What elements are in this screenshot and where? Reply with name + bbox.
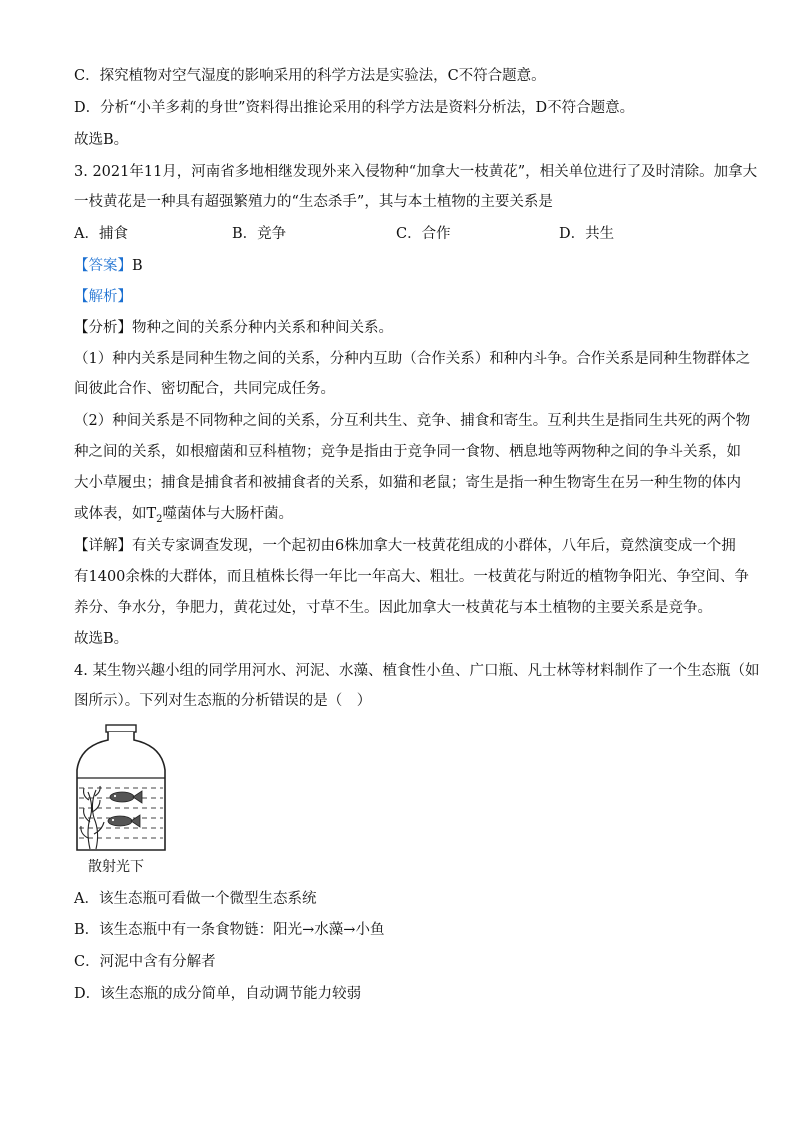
q3-choice: 故选B。 — [74, 631, 129, 647]
answer-value: B — [132, 258, 143, 274]
q3-p2-line1: （2）种间关系是不同物种之间的关系，分互利共生、竞争、捕食和寄生。互利共生是指同生共死的两个物 — [74, 413, 751, 429]
q3-option-a: A．捕食 — [74, 226, 128, 242]
q4-option-b: B．该生态瓶中有一条食物链：阳光→水藻→小鱼 — [74, 922, 385, 938]
q3-xiangjie-line1 — [74, 536, 736, 556]
q3-stem-line1: 3. 2021年11月，河南省多地相继发现外来入侵物种“加拿大一枝黄花”，相关单位进行了及时清除。加拿大 — [74, 164, 758, 180]
q3-option-d: D．共生 — [559, 226, 615, 242]
q3-p2-line4-a: 或体表，如T — [74, 506, 157, 522]
q4-stem-line2: 图所示）。下列对生态瓶的分析错误的是（ ） — [74, 693, 372, 709]
q3-answer — [74, 256, 143, 276]
q3-p1-line2: 间彼此合作、密切配合，共同完成任务。 — [74, 381, 335, 397]
q3-stem-line2: 一枝黄花是一种具有超强繁殖力的“生态杀手”，其与本土植物的主要关系是 — [74, 194, 553, 210]
q4-option-d: D．该生态瓶的成分简单，自动调节能力较弱 — [74, 986, 362, 1002]
xiangjie-text: 有关专家调查发现，一个起初由6株加拿大一枝黄花组成的小群体，八年后，竟然演变成一个拥 — [132, 538, 736, 554]
figure-caption: 散射光下 — [88, 859, 144, 875]
bottle-outline — [77, 732, 165, 850]
q3-options — [74, 224, 724, 244]
prev-choice: 故选B。 — [74, 132, 129, 148]
q4-stem-line1: 4. 某生物兴趣小组的同学用河水、河泥、水藻、植食性小鱼、广口瓶、凡士林等材料制作了一个生态瓶（如 — [74, 663, 760, 679]
q3-p2-line3: 大小草履虫；捕食是捕食者和被捕食者的关系，如猫和老鼠；寄生是指一种生物寄生在另一种生物的体内 — [74, 475, 741, 491]
prev-option-d-explanation: D．分析“小羊多莉的身世”资料得出推论采用的科学方法是资料分析法，D不符合题意。 — [74, 100, 635, 116]
q3-p2-line4-b: 噬菌体与大肠杆菌。 — [162, 506, 294, 522]
jiexi-tag: 【解析】 — [74, 289, 132, 305]
q3-xiangjie-line3: 养分、争水分，争肥力，黄花过处，寸草不生。因此加拿大一枝黄花与本土植物的主要关系是竞争。 — [74, 600, 712, 616]
q3-p1-line1: （1）种内关系是同种生物之间的关系，分种内互助（合作关系）和种内斗争。合作关系是同种生物群体之 — [74, 351, 751, 367]
q4-option-c: C．河泥中含有分解者 — [74, 954, 216, 970]
q3-fenxi — [74, 318, 393, 338]
ecosystem-bottle-figure — [70, 722, 170, 877]
q3-p2-line4 — [74, 504, 293, 530]
prev-option-c-explanation: C．探究植物对空气湿度的影响采用的科学方法是实验法，C不符合题意。 — [74, 68, 546, 84]
answer-tag: 【答案】 — [74, 258, 132, 274]
fenxi-tag: 【分析】 — [74, 320, 132, 336]
q3-option-b: B．竞争 — [232, 226, 287, 242]
fenxi-text: 物种之间的关系分种内关系和种间关系。 — [132, 320, 393, 336]
q3-option-c: C．合作 — [396, 226, 451, 242]
q3-xiangjie-line2: 有1400余株的大群体，而且植株长得一年比一年高大、粗壮。一枝黄花与附近的植物争阳光、争空间、争 — [74, 569, 749, 585]
q4-option-a: A．该生态瓶可看做一个微型生态系统 — [74, 891, 317, 907]
xiangjie-tag: 【详解】 — [74, 538, 132, 554]
bottle-cap — [106, 725, 136, 732]
q3-jiexi — [74, 287, 132, 307]
q3-p2-line2: 种之间的关系，如根瘤菌和豆科植物；竞争是指由于竞争同一食物、栖息地等两物种之间的争斗关系，如 — [74, 444, 741, 460]
q3-p2-line4-sub: 2 — [156, 513, 163, 525]
